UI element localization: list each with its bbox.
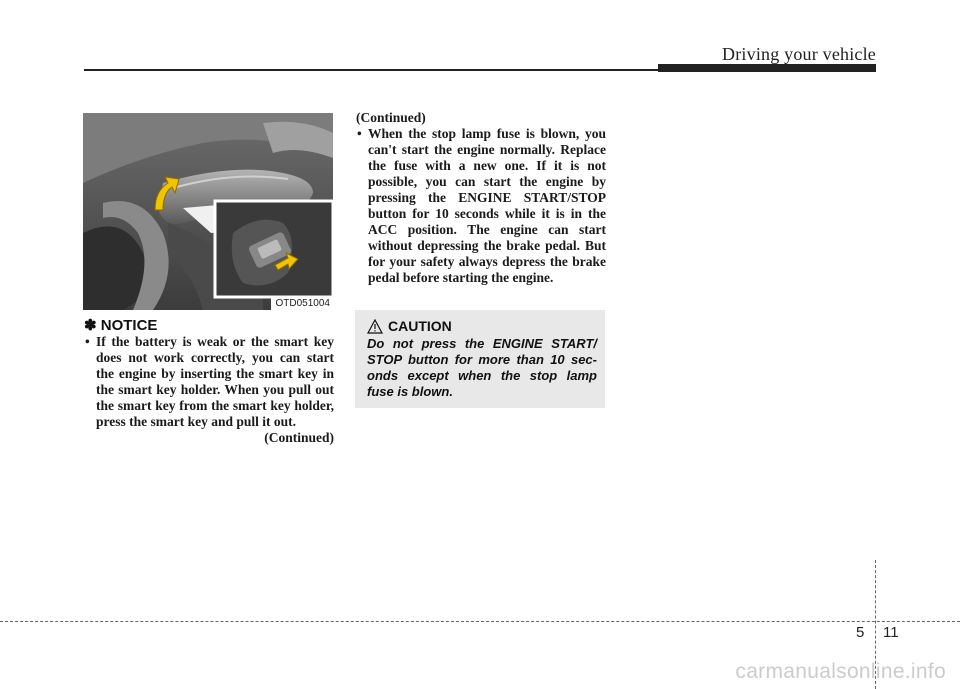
caution-header <box>367 318 597 334</box>
notice-bullet: • If the battery is weak or the smart key does not work correctly, you can start the engine by inserting the smart key in the smart key holder. When you pull out the smart key from the smart key holder, press the smart key and pull it out. <box>84 334 334 430</box>
notice-continued: (Continued) <box>264 430 334 445</box>
notice-body <box>84 334 334 446</box>
header-rule <box>84 69 744 71</box>
stop-lamp-bullet: • When the stop lamp fuse is blown, you can't start the engine normally. Replace the fuse with a new one. If it is not possible, you can start the engine by pressing the ENGINE START/STOP button for 10 seconds while it is in the ACC position. The engine can start without depressing the brake pedal. But for your safety always depress the brake pedal before starting the engine. <box>356 126 606 286</box>
caution-text: Do not press the ENGINE START/ STOP button for more than 10 sec- onds except when the stop lamp fuse is blown. <box>367 336 597 399</box>
footer-rule <box>0 621 960 622</box>
smart-key-holder-photo <box>83 113 333 310</box>
notice-heading: ✽ NOTICE <box>84 317 158 334</box>
section-number: 5 <box>856 624 865 641</box>
header-rule-thick <box>658 64 876 72</box>
caution-heading: CAUTION <box>388 318 452 334</box>
watermark: carmanualsonline.info <box>735 660 946 683</box>
page-number: 11 <box>883 624 899 641</box>
page-header-title: Driving your vehicle <box>722 44 876 64</box>
caution-box <box>355 310 605 408</box>
photo-illustration <box>83 113 333 310</box>
continued-column <box>356 110 606 286</box>
warning-triangle-icon <box>367 319 383 334</box>
continued-label: (Continued) <box>356 110 426 125</box>
figure-caption: OTD051004 <box>271 297 333 310</box>
